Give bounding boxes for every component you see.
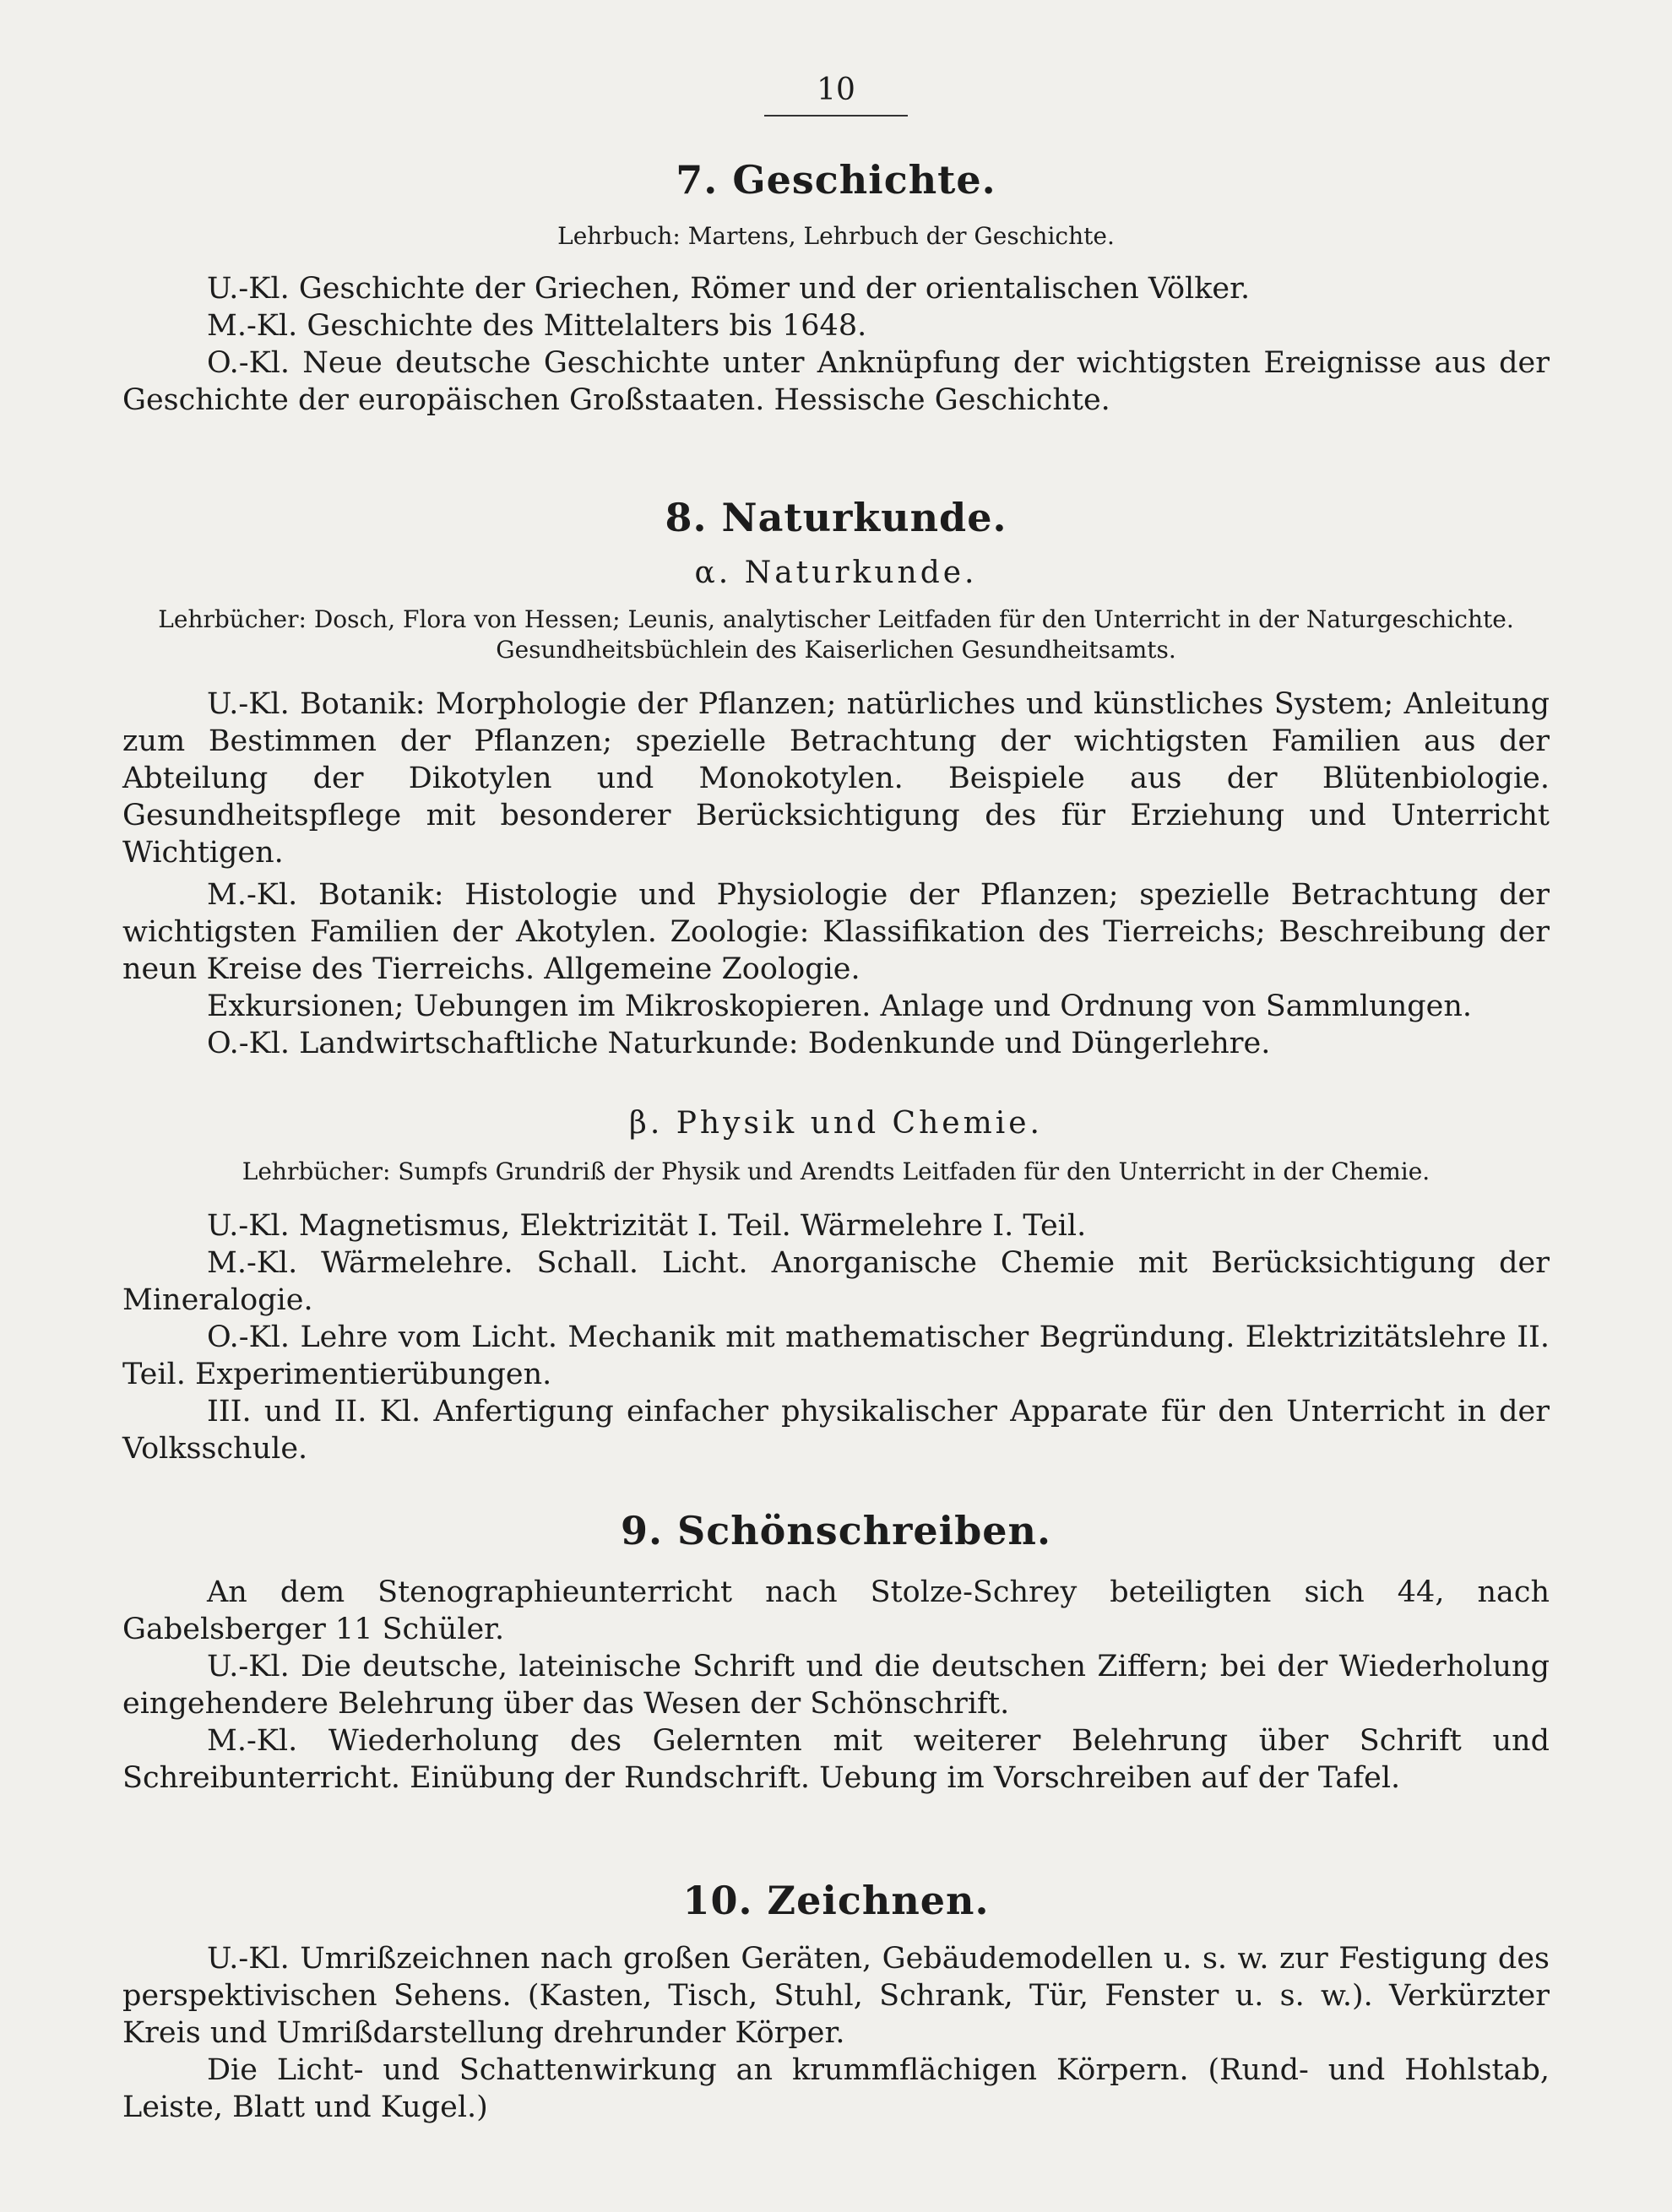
history-upper-class: O.-Kl. Neue deutsche Geschichte unter Anknüpfung der wichtigsten Ereignisse aus der Geschichte der europäischen Großstaaten. Hessische Geschichte. [122,346,1550,417]
physics-upper-class: O.-Kl. Lehre vom Licht. Mechanik mit mathematischer Begründung. Elektrizitätslehre II. Teil. Experimentierübungen. [122,1320,1550,1391]
nature-middle-class: M.-Kl. Botanik: Histologie und Physiologie der Pflanzen; spezielle Betrachtung der wichtigsten Familien der Akotylen. Zoologie: Klassifikation des Tierreichs; Beschreibung der neun Kreise des Tierreichs. Allgemeine Zoologie. [122,878,1550,986]
physics-middle-class: M.-Kl. Wärmelehre. Schall. Licht. Anorganische Chemie mit Berücksichtigung der Mineralogie. [122,1246,1550,1317]
handwriting-middle-class: M.-Kl. Wiederholung des Gelernten mit weiterer Belehrung über Schrift und Schreibunterricht. Einübung der Rundschrift. Uebung im Vorschreiben auf der Tafel. [122,1724,1550,1795]
section-heading-nature: 8. Naturkunde. [665,495,1007,540]
page-number: 10 [817,73,855,107]
textbook-note-physics: Lehrbücher: Sumpfs Grundriß der Physik und Arendts Leitfaden für den Unterricht in der Chemie. [242,1158,1430,1185]
subheading-natural-science: α. Naturkunde. [694,556,978,590]
drawing-lower-class: U.-Kl. Umrißzeichnen nach großen Geräten, Gebäudemodellen u. s. w. zur Festigung des perspektivischen Sehens. (Kasten, Tisch, Stuhl, Schrank, Tür, Fenster u. s. w.). Verkürzter Kreis und Umrißdarstellung drehrunder Körper. [122,1942,1550,2050]
handwriting-stenography: An dem Stenographieunterricht nach Stolze-Schrey beteiligten sich 44, nach Gabelsberger 11 Schüler. [122,1575,1550,1646]
textbook-note-history: Lehrbuch: Martens, Lehrbuch der Geschichte. [557,222,1115,250]
section-heading-drawing: 10. Zeichnen. [682,1878,990,1923]
physics-lower-class: U.-Kl. Magnetismus, Elektrizität I. Teil. Wärmelehre I. Teil. [207,1209,1087,1243]
drawing-light-shadow: Die Licht- und Schattenwirkung an krummflächigen Körpern. (Rund- und Hohlstab, Leiste, Blatt und Kugel.) [122,2053,1550,2124]
nature-lower-class: U.-Kl. Botanik: Morphologie der Pflanzen; natürliches und künstliches System; Anleitung zum Bestimmen der Pflanzen; spezielle Betrachtung der wichtigsten Familien aus der Abteilung der Dikotylen und Monokotylen. Beispiele aus der Blütenbiologie. Gesundheitspflege mit besonderer Berücksichtigung des für Erziehung und Unterricht Wichtigen. [122,687,1550,870]
section-heading-history: 7. Geschichte. [676,157,996,203]
section-heading-handwriting: 9. Schönschreiben. [620,1508,1052,1553]
nature-excursions: Exkursionen; Uebungen im Mikroskopieren. Anlage und Ordnung von Sammlungen. [207,989,1473,1023]
history-lower-class: U.-Kl. Geschichte der Griechen, Römer und der orientalischen Völker. [207,272,1251,306]
physics-apparatus: III. und II. Kl. Anfertigung einfacher physikalischer Apparate für den Unterricht in der Volksschule. [122,1395,1550,1466]
history-middle-class: M.-Kl. Geschichte des Mittelalters bis 1648. [207,309,867,343]
page-number-rule [764,115,908,117]
nature-upper-class: O.-Kl. Landwirtschaftliche Naturkunde: Bodenkunde und Düngerlehre. [207,1027,1271,1060]
handwriting-lower-class: U.-Kl. Die deutsche, lateinische Schrift und die deutschen Ziffern; bei der Wiederholung eingehendere Belehrung über das Wesen der Schönschrift. [122,1650,1550,1721]
subheading-physics-chemistry: β. Physik und Chemie. [629,1106,1043,1141]
textbook-note-nature: Lehrbücher: Dosch, Flora von Hessen; Leunis, analytischer Leitfaden für den Unterricht in der Naturgeschichte. Gesundheitsbüchlein des Kaiserlichen Gesundheitsamts. [158,605,1514,664]
